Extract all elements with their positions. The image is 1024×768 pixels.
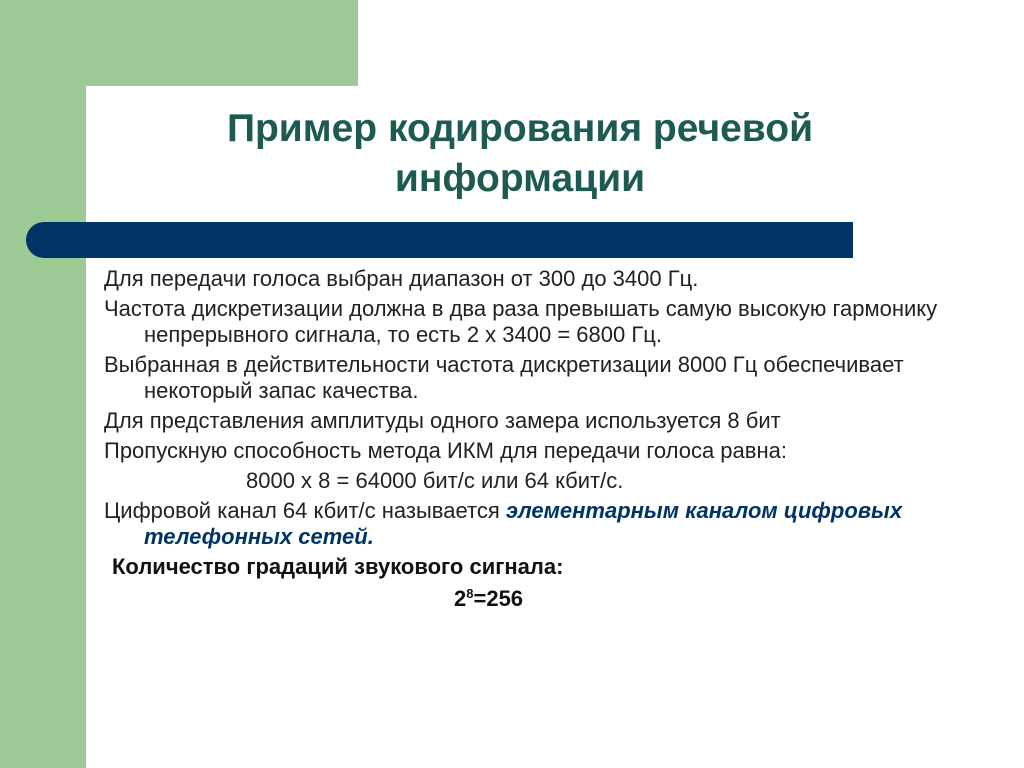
formula-result: =256 (473, 586, 524, 611)
paragraph-sampling-rate: Частота дискретизации должна в два раза превышать самую высокую гармонику непрерывного сигнала, то есть 2 х 3400 = 6800 Гц. (104, 296, 938, 347)
title-underline-bar (26, 222, 853, 258)
slide-title-line-2: информации (394, 157, 646, 200)
paragraph-throughput-formula: 8000 х 8 = 64000 бит/с или 64 кбит/с. (246, 468, 624, 493)
paragraph-voice-range: Для передачи голоса выбран диапазон от 300 до 3400 Гц. (104, 266, 699, 291)
slide-title (150, 104, 890, 204)
gradations-formula (104, 586, 964, 612)
paragraph-elementary-channel (104, 498, 964, 550)
formula-exponent: 8 (466, 586, 474, 601)
paragraph-bits-per-sample: Для представления амплитуды одного замера используется 8 бит (104, 408, 781, 433)
slide-body (104, 266, 964, 612)
paragraph-actual-rate: Выбранная в действительности частота дискретизации 8000 Гц обеспечивает некоторый запас качества. (104, 352, 904, 403)
decor-top-band (0, 0, 358, 86)
channel-text: Цифровой канал 64 кбит/с называется (104, 498, 506, 523)
gradations-label: Количество градаций звукового сигнала: (112, 554, 564, 579)
decor-left-band (0, 0, 86, 768)
channel-emphasis: элементарным каналом цифровых телефонных сетей. (144, 498, 903, 549)
slide-title-line-1: Пример кодирования речевой (226, 107, 814, 150)
formula-base: 2 (454, 586, 467, 611)
paragraph-throughput: Пропускную способность метода ИКМ для передачи голоса равна: (104, 438, 787, 463)
